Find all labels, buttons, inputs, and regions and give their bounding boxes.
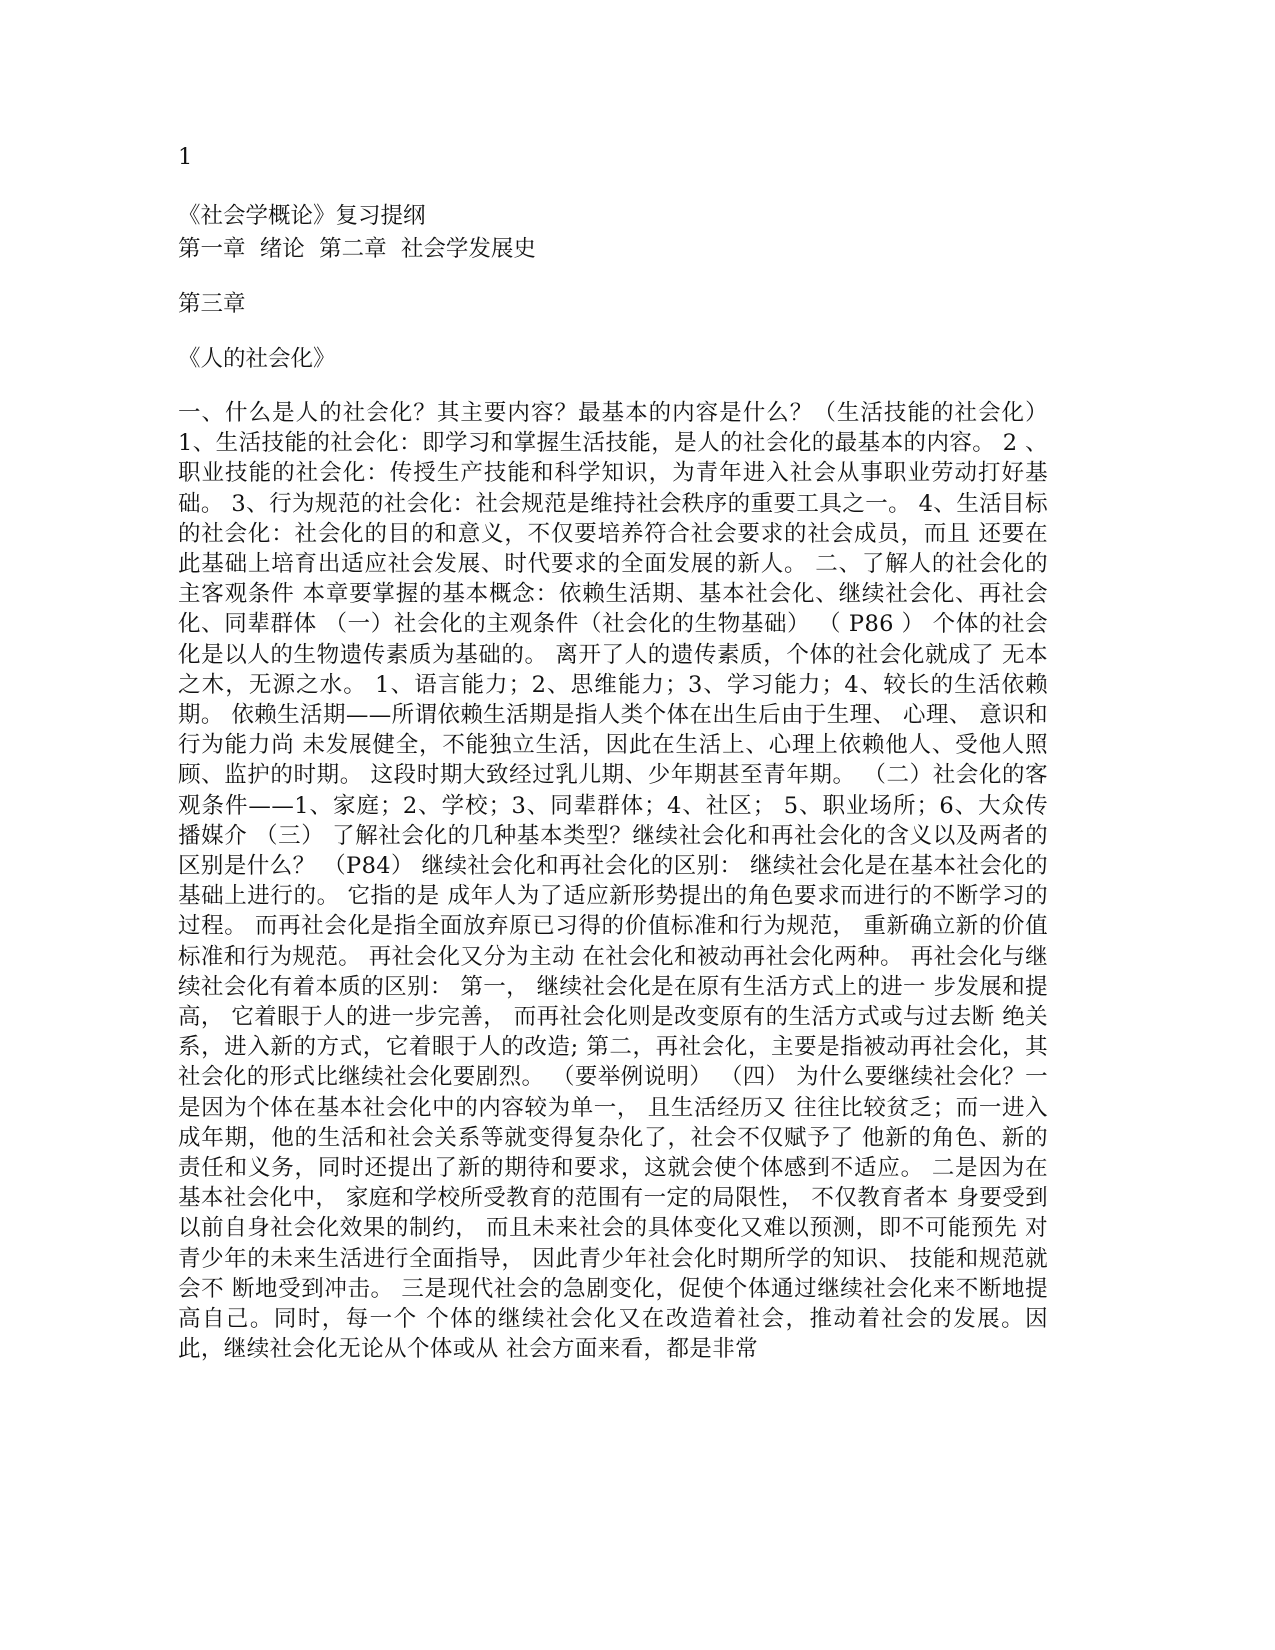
chapter-three-heading: 第三章	[178, 291, 246, 317]
chapter-three-title: 《人的社会化》	[178, 346, 336, 372]
page-number: 1	[178, 144, 193, 170]
document-page	[178, 140, 1048, 1365]
chapter-heading-line: 第一章 绪论 第二章 社会学发展史	[178, 236, 536, 262]
body-paragraph: 一、什么是人的社会化？其主要内容？最基本的内容是什么？（生活技能的社会化） 1、生活技能的社会化：即学习和掌握生活技能，是人的社会化的最基本的内容。 2 、职业技能的社会化：传授生产技能和科学知识，为青年进入社会从事职业劳动打好基础。 3、行为规范的社会化：社会规范是维持社会秩序的重要工具之一。 4、生活目标的社会化：社会化的目的和意义，不仅要培养符合社会要求的社会成员，而且 还要在此基础上培育出适应社会发展、时代要求的全面发展的新人。 二、了解人的社会化的主客观条件 本章要掌握的基本概念：依赖生活期、基本社会化、继续社会化、再社会化、同辈群体 （一）社会化的主观条件（社会化的生物基础） （ P86 ） 个体的社会化是以人的生物遗传素质为基础的。 离开了人的遗传素质，个体的社会化就成了 无本之木，无源之水。 1、语言能力；2、思维能力；3、学习能力；4、较长的生活依赖期。 依赖生活期——所谓依赖生活期是指人类个体在出生后由于生理、 心理、 意识和行为能力尚 未发展健全，不能独立生活，因此在生活上、心理上依赖他人、受他人照顾、监护的时期。 这段时期大致经过乳儿期、少年期甚至青年期。 （二）社会化的客观条件——1、家庭；2、学校；3、同辈群体；4、社区； 5、职业场所；6、大众传播媒介 （三） 了解社会化的几种基本类型？继续社会化和再社会化的含义以及两者的区别是什么？ （P84） 继续社会化和再社会化的区别： 继续社会化是在基本社会化的基础上进行的。 它指的是 成年人为了适应新形势提出的角色要求而进行的不断学习的过程。 而再社会化是指全面放弃原已习得的价值标准和行为规范， 重新确立新的价值标准和行为规范。 再社会化又分为主动 在社会化和被动再社会化两种。 再社会化与继续社会化有着本质的区别： 第一， 继续社会化是在原有生活方式上的进一 步发展和提高， 它着眼于人的进一步完善， 而再社会化则是改变原有的生活方式或与过去断 绝关系，进入新的方式，它着眼于人的改造; 第二，再社会化，主要是指被动再社会化，其 社会化的形式比继续社会化要剧烈。 （要举例说明） （四） 为什么要继续社会化？一是因为个体在基本社会化中的内容较为单一， 且生活经历又 往往比较贫乏；而一进入成年期，他的生活和社会关系等就变得复杂化了，社会不仅赋予了 他新的角色、新的责任和义务，同时还提出了新的期待和要求，这就会使个体感到不适应。 二是因为在基本社会化中， 家庭和学校所受教育的范围有一定的局限性， 不仅教育者本 身要受到以前自身社会化效果的制约， 而且未来社会的具体变化又难以预测，即不可能预先 对青少年的未来生活进行全面指导， 因此青少年社会化时期所学的知识、 技能和规范就会不 断地受到冲击。 三是现代社会的急剧变化，促使个体通过继续社会化来不断地提高自己。同时，每一个 个体的继续社会化又在改造着社会，推动着社会的发展。因此，继续社会化无论从个体或从 社会方面来看，都是非常	[178, 400, 1048, 1363]
document-title: 《社会学概论》复习提纲	[178, 203, 426, 229]
